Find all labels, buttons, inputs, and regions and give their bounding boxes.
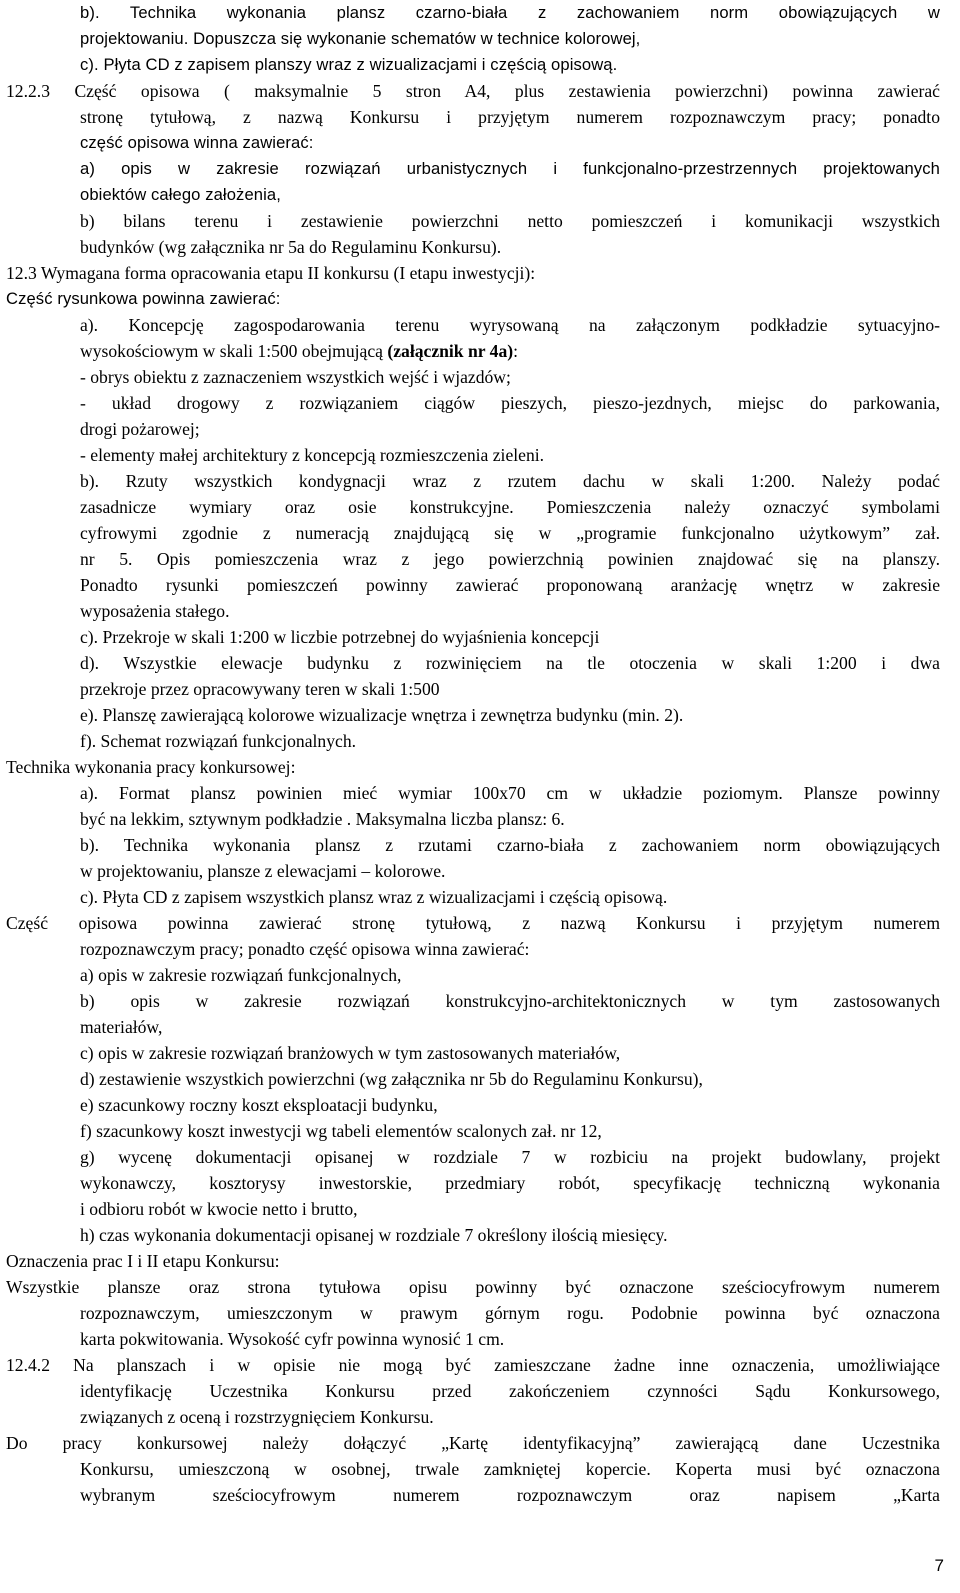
text-line-content: materiałów, bbox=[80, 1017, 163, 1037]
text-line bbox=[80, 364, 511, 390]
text-line-content: a) opis w zakresie rozwiązań funkcjonalnych, bbox=[80, 965, 402, 985]
text-line bbox=[6, 910, 940, 936]
text-line bbox=[80, 1482, 940, 1508]
text-line bbox=[80, 494, 940, 520]
text-line bbox=[80, 728, 356, 754]
text-line bbox=[80, 1196, 358, 1222]
text-line-content: g) wycenę dokumentacji opisanej w rozdziale 7 w rozbiciu na projekt budowlany, projekt bbox=[80, 1147, 940, 1167]
text-line bbox=[80, 832, 940, 858]
text-line bbox=[80, 338, 518, 364]
bold-annex-reference: (załącznik nr 4a) bbox=[387, 341, 514, 361]
text-line-content: h) czas wykonania dokumentacji opisanej w rozdziale 7 określony ilością miesięcy. bbox=[80, 1225, 668, 1245]
text-line bbox=[80, 312, 940, 338]
text-line bbox=[80, 104, 940, 130]
text-line bbox=[80, 52, 617, 78]
text-line-content: f) szacunkowy koszt inwestycji wg tabeli elementów scalonych zał. nr 12, bbox=[80, 1121, 602, 1141]
text-line bbox=[80, 1170, 940, 1196]
text-line-content: b). Rzuty wszystkich kondygnacji wraz z rzutem dachu w skali 1:200. Należy podać bbox=[80, 471, 940, 491]
text-line bbox=[80, 1014, 162, 1040]
text-line-content: stronę tytułową, z nazwą Konkursu i przyjętym numerem rozpoznawczym pracy; ponadto bbox=[80, 107, 940, 127]
text-line bbox=[6, 1430, 940, 1456]
text-line bbox=[80, 520, 940, 546]
text-line-content: e). Planszę zawierającą kolorowe wizualizacje wnętrza i zewnętrza budynku (min. 2). bbox=[80, 705, 684, 725]
text-line bbox=[80, 468, 940, 494]
text-line-content: rozpoznawczym, umieszczonym w prawym górnym rogu. Podobnie powinna być oznaczona bbox=[80, 1303, 940, 1323]
text-line-content: c). Płyta CD z zapisem planszy wraz z wizualizacjami i częścią opisową. bbox=[80, 55, 618, 74]
text-line-content: wybranym sześciocyfrowym numerem rozpoznawczym oraz napisem „Karta bbox=[80, 1485, 940, 1505]
text-line-content: b) opis w zakresie rozwiązań konstrukcyjno-architektonicznych w tym zastosowanych bbox=[80, 991, 940, 1011]
text-line-content: e) szacunkowy roczny koszt eksploatacji budynku, bbox=[80, 1095, 438, 1115]
text-line-content: c). Płyta CD z zapisem wszystkich plansz wraz z wizualizacjami i częścią opisową. bbox=[80, 887, 668, 907]
text-line-content: rozpoznawczym pracy; ponadto część opisowa winna zawierać: bbox=[80, 939, 530, 959]
text-line-content: 12.4.2 Na planszach i w opisie nie mogą być zamieszczane żadne inne oznaczenia, umożliwiające bbox=[6, 1355, 940, 1375]
text-line-content: 12.3 Wymagana forma opracowania etapu II konkursu (I etapu inwestycji): bbox=[6, 263, 536, 283]
text-line-content: obiektów całego założenia, bbox=[80, 185, 281, 204]
text-line bbox=[80, 780, 940, 806]
text-line bbox=[80, 702, 683, 728]
text-line-content: b) bilans terenu i zestawienie powierzchni netto pomieszczeń i komunikacji wszystkich bbox=[80, 211, 940, 231]
text-line bbox=[80, 962, 401, 988]
text-line bbox=[80, 390, 940, 416]
text-line-content: zasadnicze wymiary oraz osie konstrukcyjne. Pomieszczenia należy oznaczyć symbolami bbox=[80, 497, 940, 517]
text-line bbox=[6, 754, 295, 780]
text-line-content: Wszystkie plansze oraz strona tytułowa opisu powinny być oznaczone sześciocyfrowym numerem bbox=[6, 1277, 940, 1297]
text-line-content: Ponadto rysunki pomieszczeń powinny zawierać proponowaną aranżację wnętrz w zakresie bbox=[80, 575, 940, 595]
text-line bbox=[80, 1378, 940, 1404]
text-line bbox=[80, 884, 667, 910]
text-line bbox=[80, 1222, 668, 1248]
text-line-content: nr 5. Opis pomieszczenia wraz z jego powierzchnią powinien znajdować się na planszy. bbox=[80, 549, 940, 569]
text-line-content: cyfrowymi zgodnie z numeracją znajdującą się w „programie funkcjonalno użytkowym” zał. bbox=[80, 523, 940, 543]
text-line bbox=[80, 858, 445, 884]
text-line-content: Część rysunkowa powinna zawierać: bbox=[6, 289, 281, 308]
text-line-content: Oznaczenia prac I i II etapu Konkursu: bbox=[6, 1251, 280, 1271]
text-line-content: drogi pożarowej; bbox=[80, 419, 200, 439]
text-line bbox=[80, 650, 940, 676]
text-line bbox=[80, 156, 940, 182]
text-line bbox=[80, 0, 940, 26]
text-line bbox=[80, 1326, 504, 1352]
text-line bbox=[6, 260, 535, 286]
text-line bbox=[6, 1248, 280, 1274]
text-line-content: c). Przekroje w skali 1:200 w liczbie potrzebnej do wyjaśnienia koncepcji bbox=[80, 627, 600, 647]
text-line-content: d). Wszystkie elewacje budynku z rozwinięciem na tle otoczenia w skali 1:200 i dwa bbox=[80, 653, 940, 673]
text-line-content: identyfikację Uczestnika Konkursu przed zakończeniem czynności Sądu Konkursowego, bbox=[80, 1381, 940, 1401]
text-line bbox=[80, 806, 565, 832]
text-line bbox=[80, 598, 230, 624]
text-line-content: budynków (wg załącznika nr 5a do Regulaminu Konkursu). bbox=[80, 237, 502, 257]
text-line bbox=[6, 1352, 940, 1378]
text-line bbox=[80, 1092, 438, 1118]
text-line bbox=[80, 988, 940, 1014]
text-line-content: Do pracy konkursowej należy dołączyć „Kartę identyfikacyjną” zawierającą dane Uczestnika bbox=[6, 1433, 940, 1453]
text-line bbox=[80, 182, 281, 208]
text-line bbox=[80, 416, 200, 442]
text-line-content: - elementy małej architektury z koncepcją rozmieszczenia zieleni. bbox=[80, 445, 545, 465]
text-line-content: a). Format plansz powinien mieć wymiar 100x70 cm w układzie poziomym. Plansze powinny bbox=[80, 783, 940, 803]
text-line-content: b). Technika wykonania plansz z rzutami czarno-biała z zachowaniem norm obowiązujących bbox=[80, 835, 940, 855]
text-line bbox=[80, 208, 940, 234]
text-line-content: Część opisowa powinna zawierać stronę tytułową, z nazwą Konkursu i przyjętym numerem bbox=[6, 913, 940, 933]
text-line bbox=[80, 1456, 940, 1482]
text-line bbox=[80, 676, 440, 702]
text-line bbox=[80, 572, 940, 598]
text-line bbox=[80, 1404, 434, 1430]
text-line-content: Technika wykonania pracy konkursowej: bbox=[6, 757, 296, 777]
text-line-content: c) opis w zakresie rozwiązań branżowych w tym zastosowanych materiałów, bbox=[80, 1043, 621, 1063]
text-line bbox=[80, 546, 940, 572]
text-line-content: związanych z oceną i rozstrzygnięciem Konkursu. bbox=[80, 1407, 434, 1427]
text-line-content: - układ drogowy z rozwiązaniem ciągów pieszych, pieszo-jezdnych, miejsc do parkowania, bbox=[80, 393, 940, 413]
text-line bbox=[80, 442, 544, 468]
text-line bbox=[80, 624, 599, 650]
text-line-content: d) zestawienie wszystkich powierzchni (wg załącznika nr 5b do Regulaminu Konkursu), bbox=[80, 1069, 703, 1089]
text-line-content: i odbioru robót w kwocie netto i brutto, bbox=[80, 1199, 358, 1219]
text-line-content: część opisowa winna zawierać: bbox=[80, 133, 314, 152]
text-line-content: być na lekkim, sztywnym podkładzie . Maksymalna liczba plansz: 6. bbox=[80, 809, 565, 829]
text-line-content: w projektowaniu, plansze z elewacjami – kolorowe. bbox=[80, 861, 446, 881]
text-line bbox=[80, 130, 313, 156]
text-line bbox=[80, 936, 529, 962]
text-line-content: f). Schemat rozwiązań funkcjonalnych. bbox=[80, 731, 357, 751]
text-line-content: Konkursu, umieszczoną w osobnej, trwale zamkniętej kopercie. Koperta musi być oznaczona bbox=[80, 1459, 940, 1479]
text-line-content: 12.2.3 Część opisowa ( maksymalnie 5 stron A4, plus zestawienia powierzchni) powinna zawierać bbox=[6, 81, 940, 101]
text-line-content: wysokościowym w skali 1:500 obejmującą bbox=[80, 341, 388, 361]
text-line-content: wyposażenia stałego. bbox=[80, 601, 230, 621]
text-line-content: projektowaniu. Dopuszcza się wykonanie schematów w technice kolorowej, bbox=[80, 29, 641, 48]
text-line-content: b). Technika wykonania plansz czarno-biała z zachowaniem norm obowiązujących w bbox=[80, 3, 940, 22]
text-line bbox=[6, 1274, 940, 1300]
text-line bbox=[6, 286, 280, 312]
text-line bbox=[80, 26, 640, 52]
text-line-content: a) opis w zakresie rozwiązań urbanistycznych i funkcjonalno-przestrzennych projektowanych bbox=[80, 159, 940, 178]
text-line-content: wykonawczy, kosztorysy inwestorskie, przedmiary robót, specyfikację techniczną wykonania bbox=[80, 1173, 940, 1193]
text-line-content: przekroje przez opracowywany teren w skali 1:500 bbox=[80, 679, 440, 699]
text-line-content: a). Koncepcję zagospodarowania terenu wyrysowaną na załączonym podkładzie sytuacyjno- bbox=[80, 315, 940, 335]
text-line bbox=[80, 1118, 602, 1144]
text-line-content: - obrys obiektu z zaznaczeniem wszystkich wejść i wjazdów; bbox=[80, 367, 511, 387]
text-line bbox=[80, 1066, 703, 1092]
text-line-content: karta pokwitowania. Wysokość cyfr powinna wynosić 1 cm. bbox=[80, 1329, 505, 1349]
text-line bbox=[80, 1040, 620, 1066]
text-line bbox=[80, 234, 501, 260]
text-line-suffix: : bbox=[513, 341, 519, 361]
text-line bbox=[80, 1300, 940, 1326]
page-number: 7 bbox=[934, 1556, 944, 1575]
text-line bbox=[80, 1144, 940, 1170]
text-line bbox=[6, 78, 940, 104]
